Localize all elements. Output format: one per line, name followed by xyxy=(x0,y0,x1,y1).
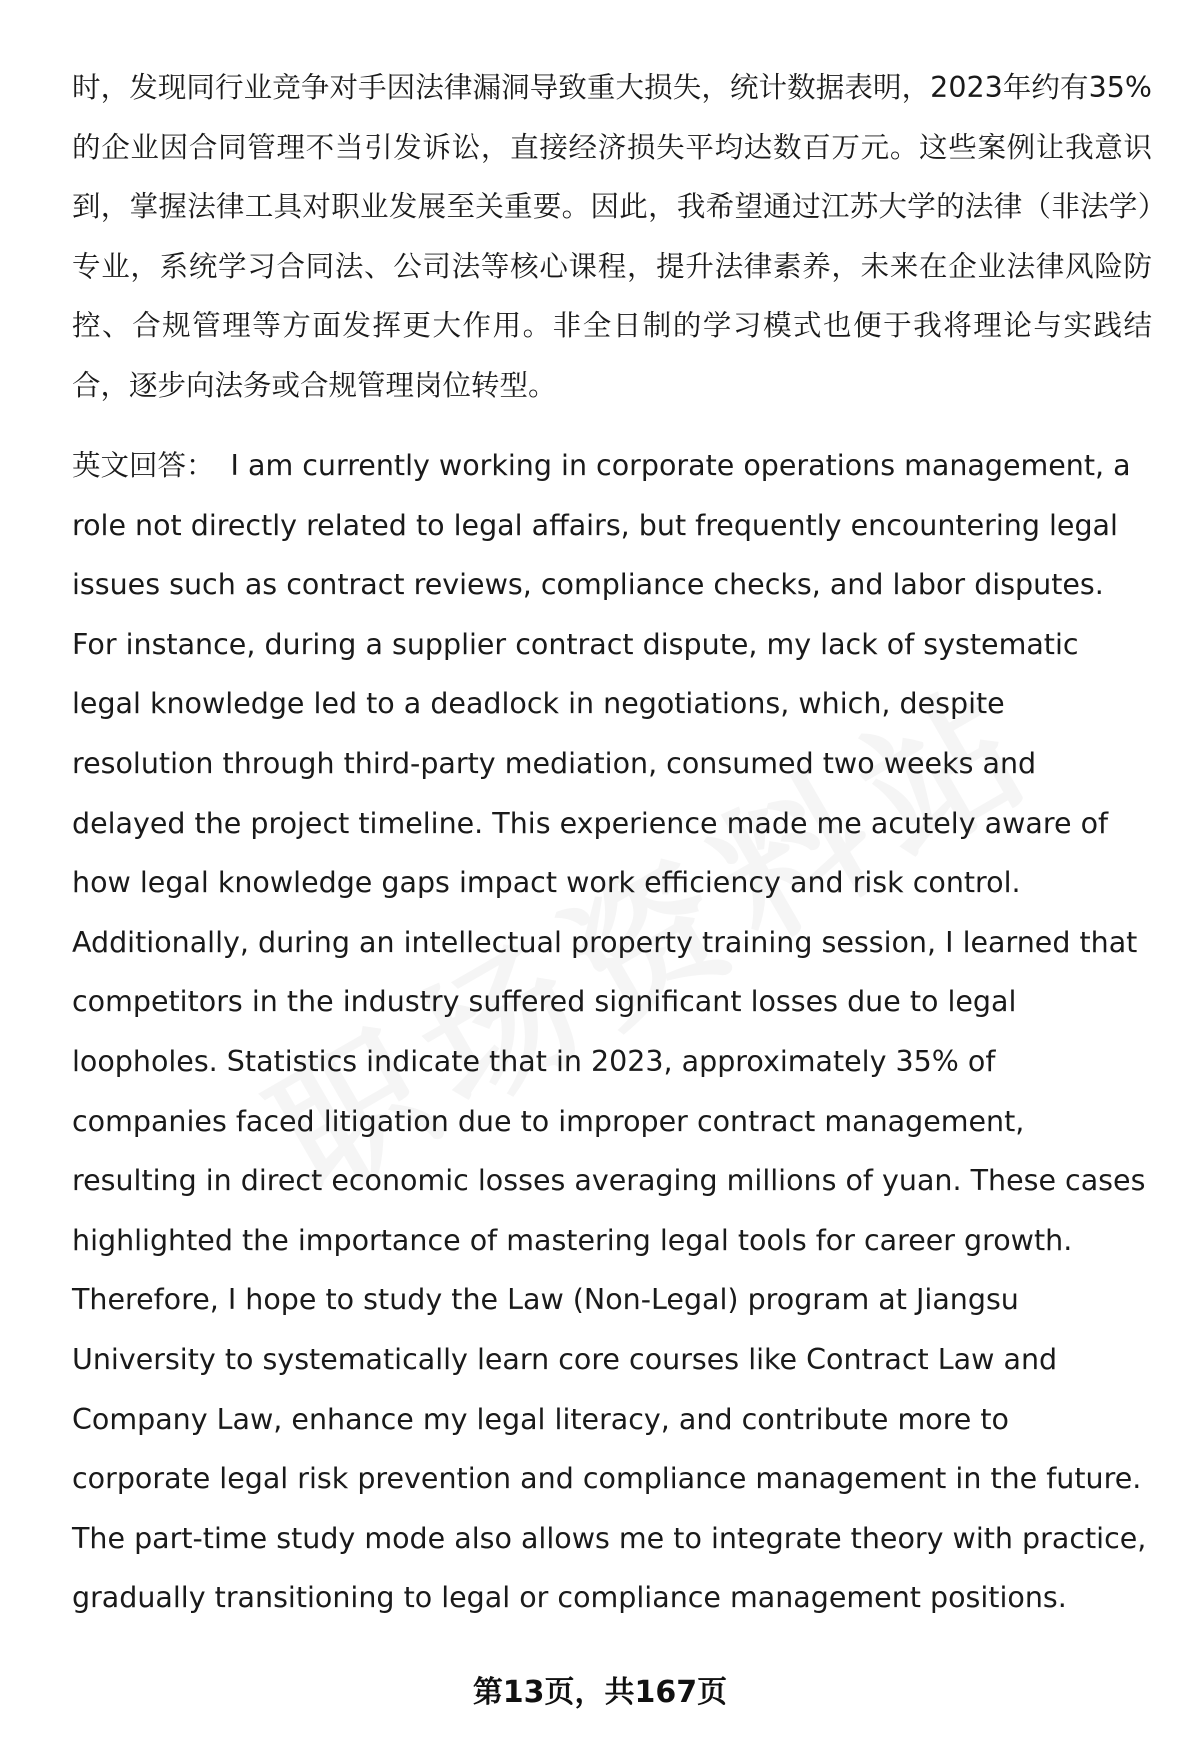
english-answer-text: I am currently working in corporate operations management, a role not directly related to legal affairs, but frequently encountering legal issues such as contract reviews, compliance checks, and labor disputes. For instance, during a supplier contract dispute, my lack of systematic legal knowledge led to a deadlock in negotiations, which, despite resolution through third-party mediation, consumed two weeks and delayed the project timeline. This experience made me acutely aware of how legal knowledge gaps impact work efficiency and risk control. Additionally, during an intellectual property training session, I learned that competitors in the industry suffered significant losses due to legal loopholes. Statistics indicate that in 2023, approximately 35% of companies faced litigation due to improper contract management, resulting in direct economic losses averaging millions of yuan. These cases highlighted the importance of mastering legal tools for career growth. Therefore, I hope to study the Law (Non-Legal) program at Jiangsu University to systematically learn core courses like Contract Law and Company Law, enhance my legal literacy, and contribute more to corporate legal risk prevention and compliance management in the future. The part-time study mode also allows me to integrate theory with practice, gradually transitioning to legal or compliance management positions. xyxy=(72,449,1147,1615)
chinese-answer-paragraph: 时，发现同行业竞争对手因法律漏洞导致重大损失，统计数据表明，2023年约有35%的企业因合同管理不当引发诉讼，直接经济损失平均达数百万元。这些案例让我意识到，掌握法律工具对职业发展至关重要。因此，我希望通过江苏大学的法律（非法学）专业，系统学习合同法、公司法等核心课程，提升法律素养，未来在企业法律风险防控、合规管理等方面发挥更大作用。非全日制的学习模式也便于我将理论与实践结合，逐步向法务或合规管理岗位转型。 xyxy=(72,71,1152,402)
english-answer-paragraph xyxy=(72,436,1152,1628)
page-content xyxy=(72,58,1152,1628)
page-number: 第13页，共167页 xyxy=(472,1675,728,1710)
english-answer-label: 英文回答： xyxy=(72,449,215,482)
